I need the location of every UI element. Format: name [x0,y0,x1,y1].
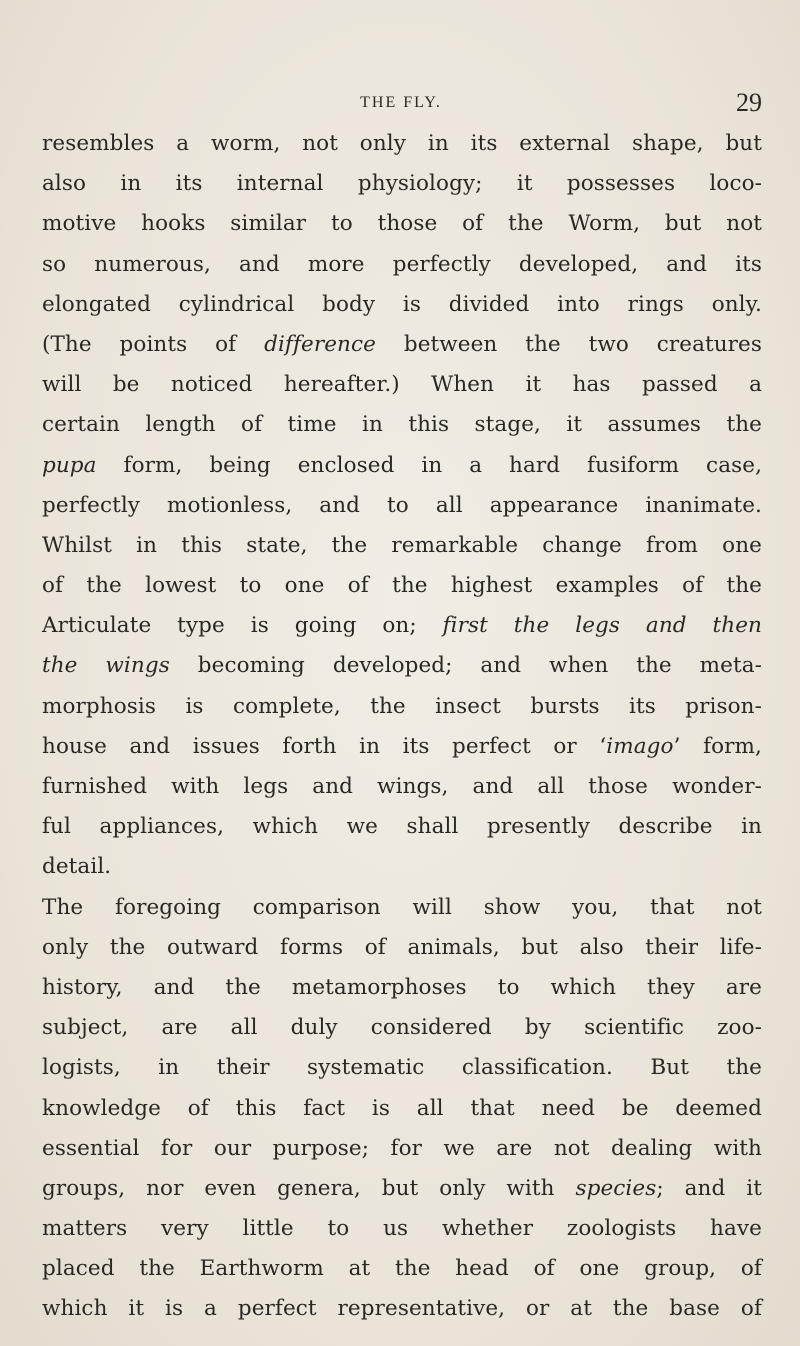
text-line [42,1089,762,1129]
text-run: house and issues forth in its perfect or ‘ [42,733,607,759]
text-line [42,204,762,244]
text-run: motive hooks similar to those of the Worm, but not [42,211,762,237]
text-run: furnished with legs and wings, and all those wonder- [42,774,762,799]
text-run: subject, are all duly considered by scientific zoo- [42,1015,762,1041]
text-line [42,847,762,887]
text-line [42,928,762,968]
text-run: form, being enclosed in a hard fusiform case, [96,452,762,478]
text-line [42,767,762,807]
italic-phrase: the wings [42,653,170,679]
text-line [42,446,762,486]
text-line [42,1048,762,1088]
text-line [42,1249,762,1289]
text-line [42,164,762,204]
text-run: morphosis is complete, the insect bursts its prison- [42,693,762,719]
text-line [42,727,762,767]
text-line [42,365,762,405]
text-line [42,1008,762,1048]
italic-phrase: imago [606,733,674,759]
body-text [42,124,762,1330]
text-line [42,1129,762,1169]
text-run: detail. [42,854,112,880]
running-head [40,88,762,118]
text-run: will be noticed hereafter.) When it has passed a [42,372,762,398]
text-run: certain length of time in this stage, it assumes the [42,412,762,438]
text-line [42,1289,762,1329]
text-run: placed the Earthworm at the head of one group, of [42,1256,762,1282]
text-run: also in its internal physiology; it possesses loco- [42,171,762,197]
italic-phrase: first the legs and then [442,613,763,639]
text-line [42,285,762,325]
italic-phrase: difference [264,331,376,357]
text-run: becoming developed; and when the meta- [169,653,762,679]
text-run: (The points of [42,331,265,357]
text-line [42,1209,762,1249]
text-run: matters very little to us whether zoologists have [42,1216,762,1242]
italic-phrase: species [575,1175,657,1201]
text-run: history, and the metamorphoses to which they are [42,974,762,1000]
text-run: ful appliances, which we shall presently describe in [42,814,762,840]
text-run: of the lowest to one of the highest examples of the [42,573,762,599]
text-line [42,1169,762,1209]
text-run: logists, in their systematic classification. But the [42,1055,762,1081]
text-line [42,606,762,646]
text-line [42,245,762,285]
text-run: so numerous, and more perfectly developed, and its [42,251,762,277]
text-line [42,687,762,727]
text-run: The foregoing comparison will show you, that not [42,894,762,920]
text-run: which it is a perfect representative, or at the base of [42,1296,762,1322]
text-line [42,968,762,1008]
text-run: groups, nor even genera, but only with [42,1175,576,1201]
text-line [42,124,762,164]
text-run: knowledge of this fact is all that need be deemed [42,1095,762,1121]
text-run: elongated cylindrical body is divided into rings only. [42,291,762,317]
page-number: 29 [736,88,762,117]
text-run: Whilst in this state, the remarkable change from one [42,532,762,558]
text-line [42,405,762,445]
text-run: only the outward forms of animals, but also their life- [42,934,762,960]
text-line [42,325,762,365]
text-line [42,486,762,526]
running-title: THE FLY. [360,94,442,111]
text-run: essential for our purpose; for we are not dealing with [42,1135,762,1161]
text-line [42,566,762,606]
text-run: between the two creatures [375,331,763,357]
text-line [42,888,762,928]
text-run: resembles a worm, not only in its external shape, but [42,131,762,156]
text-run: perfectly motionless, and to all appearance inanimate. [42,492,762,518]
text-line [42,526,762,566]
text-run: ’ form, [673,733,762,759]
text-run: ; and it [656,1175,763,1201]
text-line [42,807,762,847]
italic-phrase: pupa [42,452,97,478]
text-run: Articulate type is going on; [42,613,443,639]
text-line [42,646,762,686]
